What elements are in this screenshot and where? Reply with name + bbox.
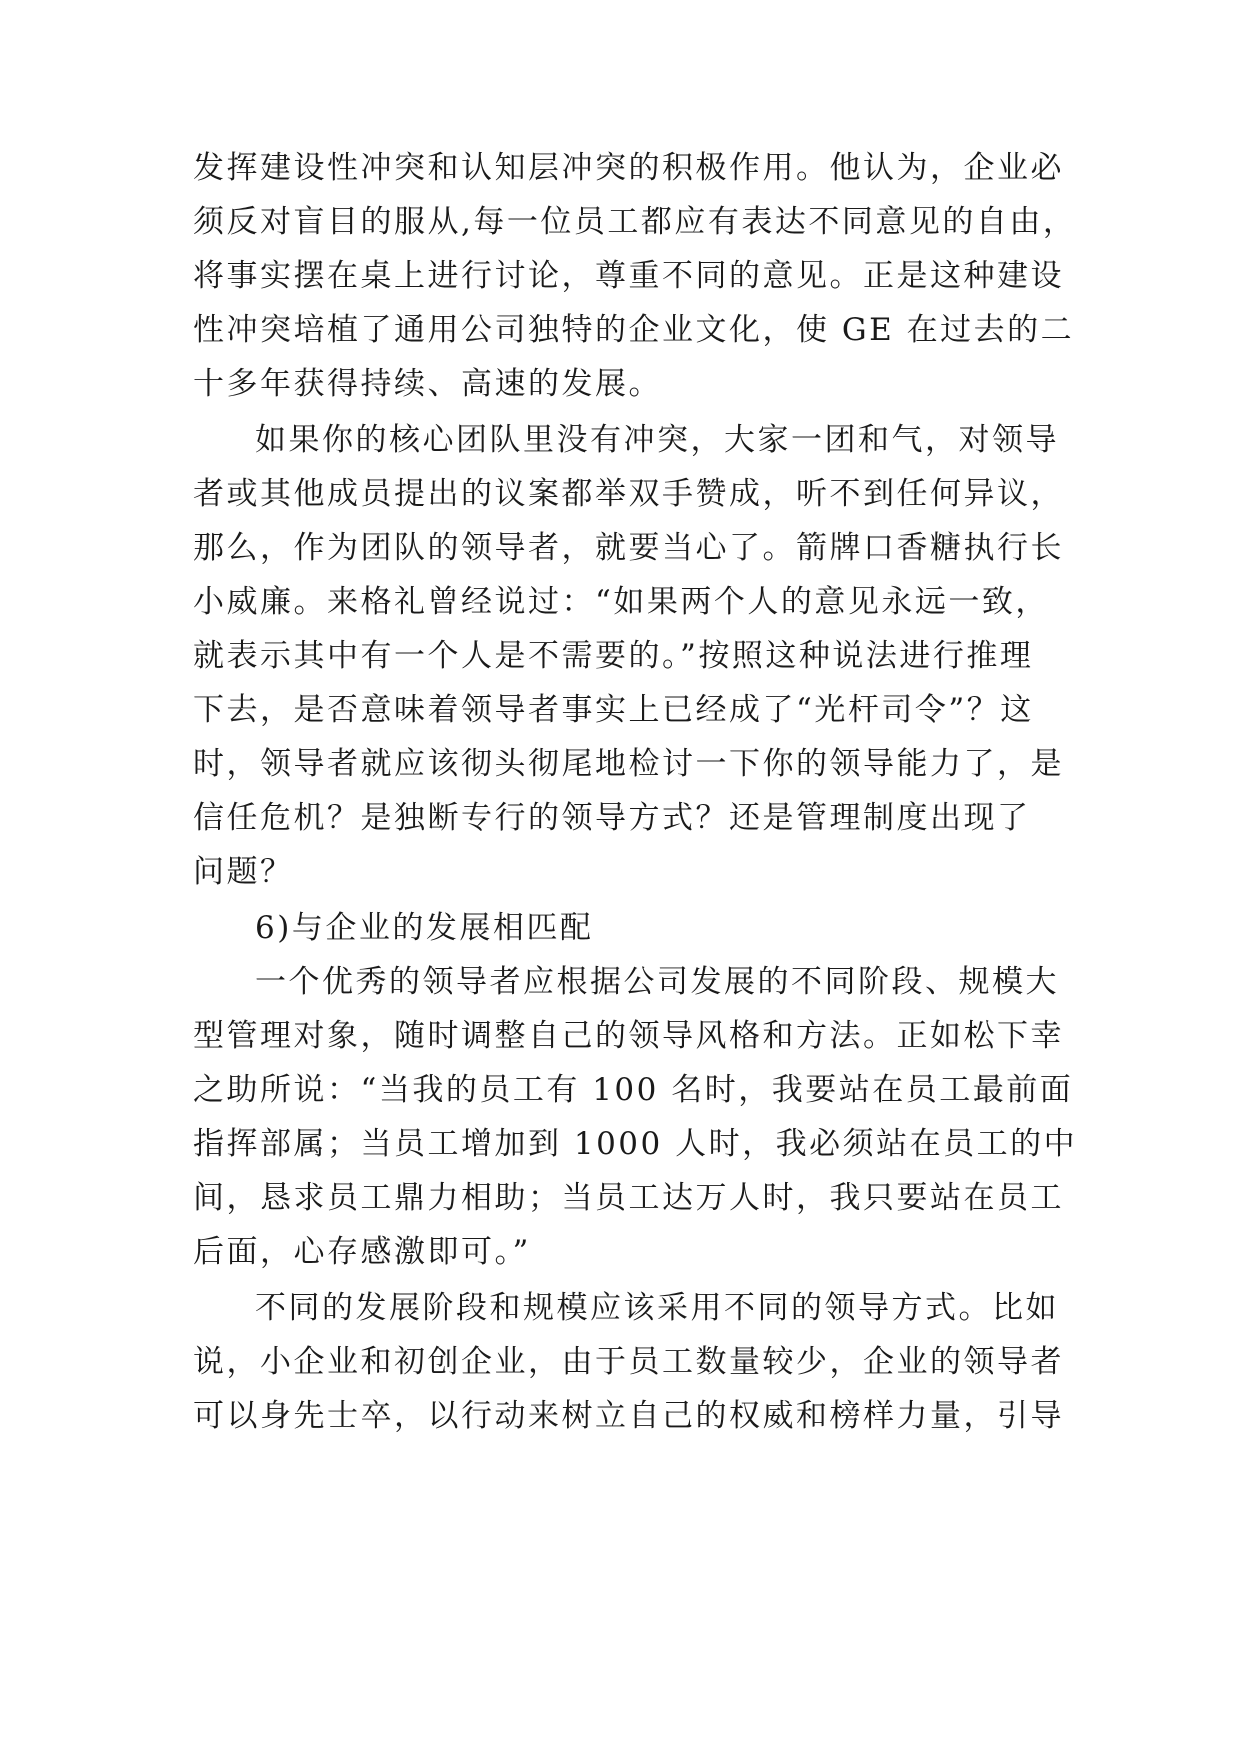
text-line: 性冲突培植了通用公司独特的企业文化，使 GE 在过去的二 [193, 312, 1075, 348]
text-line: 可以身先士卒，以行动来树立自己的权威和榜样力量，引导 [193, 1398, 1064, 1434]
text-line: 型管理对象，随时调整自己的领导风格和方法。正如松下幸 [193, 1018, 1064, 1054]
text-line: 就表示其中有一个人是不需要的。”按照这种说法进行推理 [193, 638, 1034, 674]
text-line: 者或其他成员提出的议案都举双手赞成，听不到任何异议， [193, 476, 1064, 512]
text-line: 时，领导者就应该彻头彻尾地检讨一下你的领导能力了，是 [193, 746, 1064, 782]
paragraph-first-line: 如果你的核心团队里没有冲突，大家一团和气，对领导 [255, 422, 1059, 458]
text-line: 将事实摆在桌上进行讨论，尊重不同的意见。正是这种建设 [193, 258, 1064, 294]
text-line: 十多年获得持续、高速的发展。 [193, 366, 662, 402]
text-line: 须反对盲目的服从,每一位员工都应有表达不同意见的自由， [193, 204, 1077, 240]
text-line: 指挥部属；当员工增加到 1000 人时，我必须站在员工的中 [193, 1126, 1078, 1162]
text-line: 小威廉。来格礼曾经说过：“如果两个人的意见永远一致， [193, 584, 1049, 620]
text-line: 间，恳求员工鼎力相助；当员工达万人时，我只要站在员工 [193, 1180, 1064, 1216]
section-heading: 6)与企业的发展相匹配 [255, 910, 594, 946]
text-line: 信任危机？是独断专行的领导方式？还是管理制度出现了 [193, 800, 1031, 836]
text-line: 说，小企业和初创企业，由于员工数量较少，企业的领导者 [193, 1344, 1064, 1380]
paragraph-first-line: 一个优秀的领导者应根据公司发展的不同阶段、规模大 [255, 964, 1059, 1000]
text-line: 后面，心存感激即可。” [193, 1234, 531, 1270]
text-line: 问题？ [193, 854, 294, 890]
text-line: 那么，作为团队的领导者，就要当心了。箭牌口香糖执行长 [193, 530, 1064, 566]
paragraph-first-line: 不同的发展阶段和规模应该采用不同的领导方式。比如 [255, 1290, 1059, 1326]
text-line: 下去，是否意味着领导者事实上已经成了“光杆司令”？这 [193, 692, 1034, 728]
text-line: 发挥建设性冲突和认知层冲突的积极作用。他认为，企业必 [193, 150, 1064, 186]
text-line: 之助所说：“当我的员工有 100 名时，我要站在员工最前面 [193, 1072, 1074, 1108]
